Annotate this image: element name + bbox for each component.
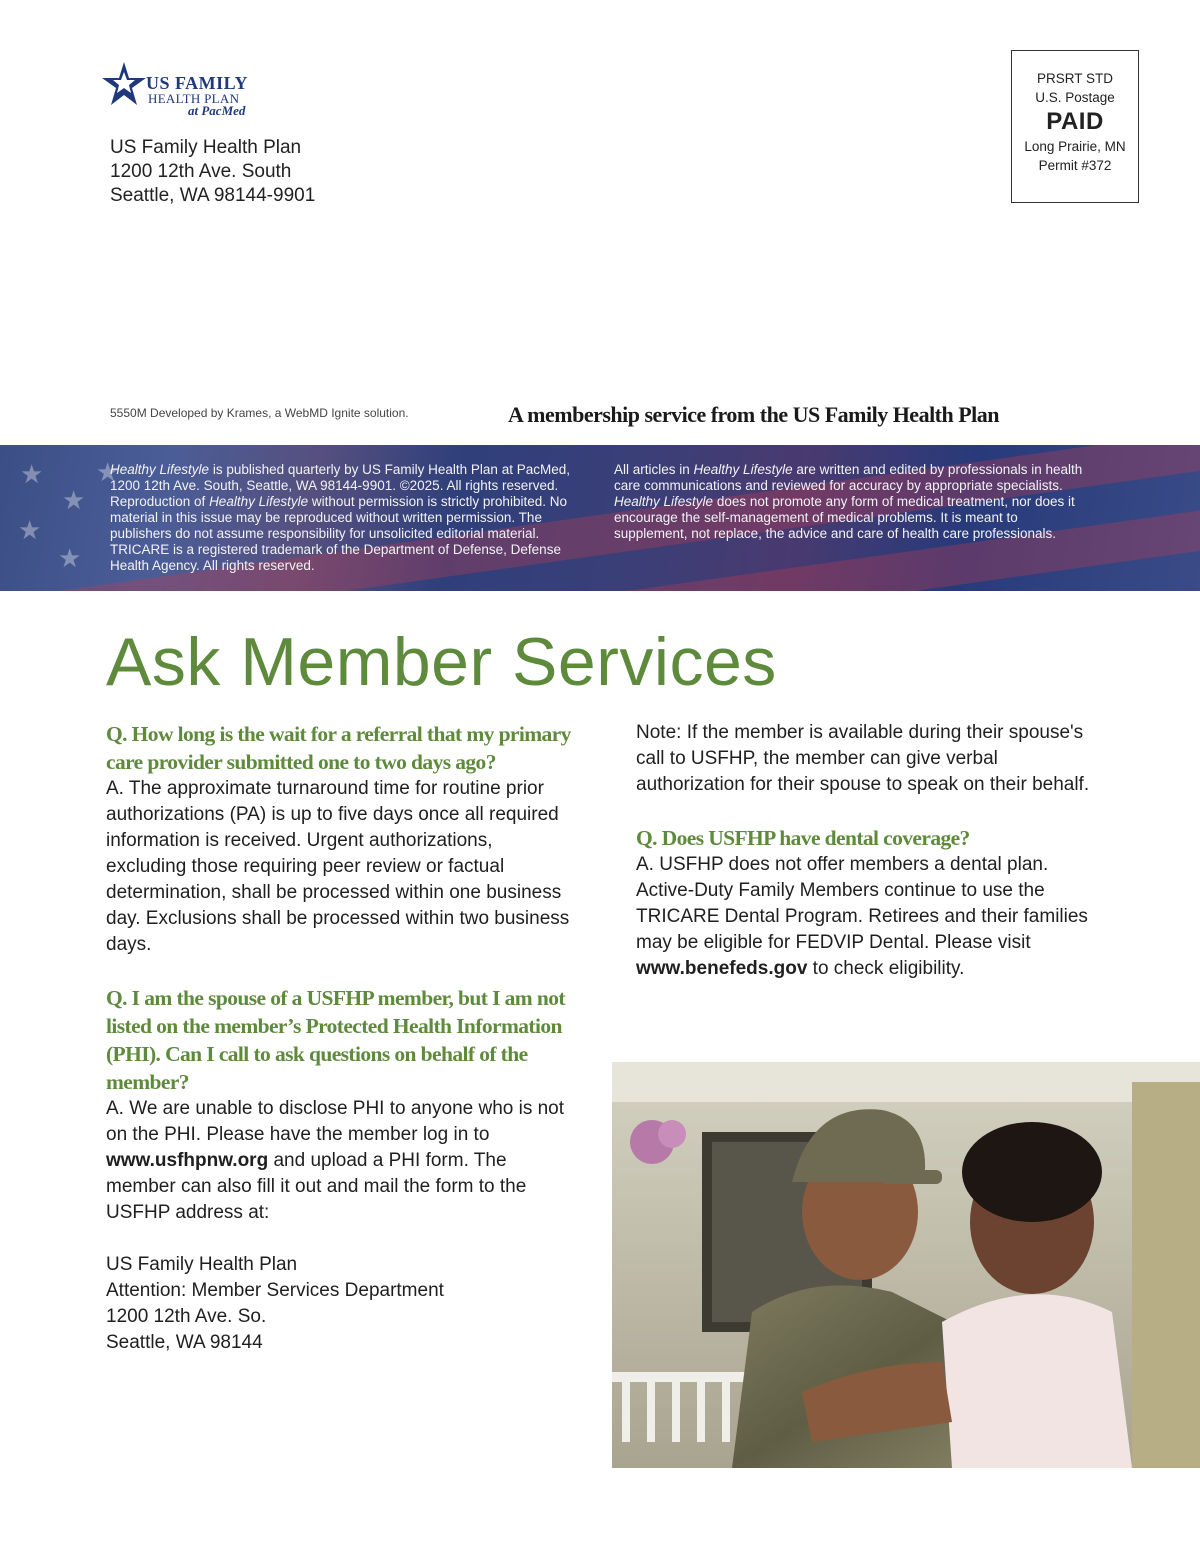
flag-banner (0, 445, 1200, 591)
star-icon: ★ (62, 485, 86, 515)
publication-name: Healthy Lifestyle (209, 494, 309, 509)
publication-notice-text-2: without permission is strictly prohibited. No material in this issue may be reproduced without written permission. The publishers do not assume responsibility for unsolicited editorial material. TRICARE is a registered trademark of the Department of Defense, Defense Health Agency. All rights reserved. (110, 494, 567, 573)
mailing-address-line-2: Attention: Member Services Department (106, 1280, 444, 1301)
star-icon: ★ (96, 457, 120, 487)
mailing-address-line-1: US Family Health Plan (106, 1254, 298, 1275)
postage-indicia (1011, 50, 1139, 203)
return-address-name: US Family Health Plan (110, 137, 302, 158)
soldier-mother-child-photo (612, 1062, 1200, 1468)
star-icon (100, 60, 148, 108)
postage-line-1: PRSRT STD (1036, 71, 1114, 86)
logo-line-2: HEALTH PLAN (148, 91, 240, 106)
logo-line-3: at PacMed (188, 103, 246, 118)
usfhpnw-link[interactable]: www.usfhpnw.org (106, 1150, 269, 1171)
publication-notice (110, 462, 590, 574)
answer-spouse-phi (106, 1096, 576, 1226)
publication-notice-text-1: is published quarterly by US Family Health Plan at PacMed, 1200 12th Ave. South, Seattle, WA 98144-9901. ©2025. All rights reserved. Reproduction of (110, 462, 570, 509)
disclaimer-text-3: does not promote any form of medical treatment, nor does it encourage the self-management of medical problems. It is meant to supplement, not replace, the advice and care of health care professionals. (614, 494, 1075, 541)
page-title: Ask Member Services (106, 624, 777, 700)
left-column (106, 720, 576, 1356)
membership-tagline: A membership service from the US Family Health Plan (508, 402, 1000, 427)
answer-spouse-phi-text-1: A. We are unable to disclose PHI to anyone who is not on the PHI. Please have the member log in to (106, 1098, 565, 1145)
return-address-street: 1200 12th Ave. South (110, 161, 292, 182)
answer-referral-wait: A. The approximate turnaround time for routine prior authorizations (PA) is up to five days once all required information is received. Urgent authorizations, excluding those requiring peer review or factual determination, shall be processed within one business day. Exclusions shall be processed within two business days. (106, 778, 570, 955)
question-dental-coverage: Q. Does USFHP have dental coverage? (636, 826, 970, 850)
question-referral-wait: Q. How long is the wait for a referral that my primary care provider submitted one to two days ago? (106, 722, 571, 774)
disclaimer-text-1: All articles in (614, 462, 694, 477)
publication-name: Healthy Lifestyle (614, 494, 714, 509)
return-address (110, 136, 315, 208)
star-icon: ★ (58, 543, 82, 573)
mailing-address (106, 1252, 576, 1356)
mailing-address-line-4: Seattle, WA 98144 (106, 1332, 263, 1353)
star-icon: ★ (20, 459, 44, 489)
star-icon: ★ (18, 515, 42, 545)
return-address-city: Seattle, WA 98144-9901 (110, 185, 316, 206)
logo-line-1: US FAMILY (146, 73, 249, 93)
usfhp-logo (100, 60, 260, 122)
developer-note: 5550M Developed by Krames, a WebMD Ignite solution. (110, 406, 409, 420)
answer-spouse-phi-text-2: and upload a PHI form. The member can also fill it out and mail the form to the USFHP address at: (106, 1150, 527, 1223)
question-spouse-phi: Q. I am the spouse of a USFHP member, but I am not listed on the member’s Protected Health Information (PHI). Can I call to ask questions on behalf of the member? (106, 986, 565, 1094)
answer-dental-text-2: to check eligibility. (807, 958, 965, 979)
benefeds-link[interactable]: www.benefeds.gov (636, 958, 808, 979)
photo-illustration (612, 1062, 1200, 1468)
postage-line-2: U.S. Postage (1035, 90, 1115, 105)
publication-name: Healthy Lifestyle (110, 462, 210, 477)
editorial-disclaimer (614, 462, 1094, 542)
right-column (636, 720, 1106, 982)
answer-dental-text-1: A. USFHP does not offer members a dental plan. Active-Duty Family Members continue to use the TRICARE Dental Program. Retirees and their families may be eligible for FEDVIP Dental. Please visit (636, 854, 1088, 953)
disclaimer-text-2: are written and edited by professionals in health care communications and reviewed for accuracy by appropriate specialists. (614, 462, 1083, 493)
postage-line-3: Long Prairie, MN (1024, 139, 1126, 154)
postage-paid: PAID (1046, 108, 1104, 135)
verbal-authorization-note: Note: If the member is available during their spouse's call to USFHP, the member can give verbal authorization for their spouse to speak on their behalf. (636, 722, 1090, 795)
publication-name: Healthy Lifestyle (693, 462, 793, 477)
postage-line-4: Permit #372 (1038, 158, 1112, 173)
mailing-address-line-3: 1200 12th Ave. So. (106, 1306, 267, 1327)
answer-dental-coverage (636, 852, 1106, 982)
